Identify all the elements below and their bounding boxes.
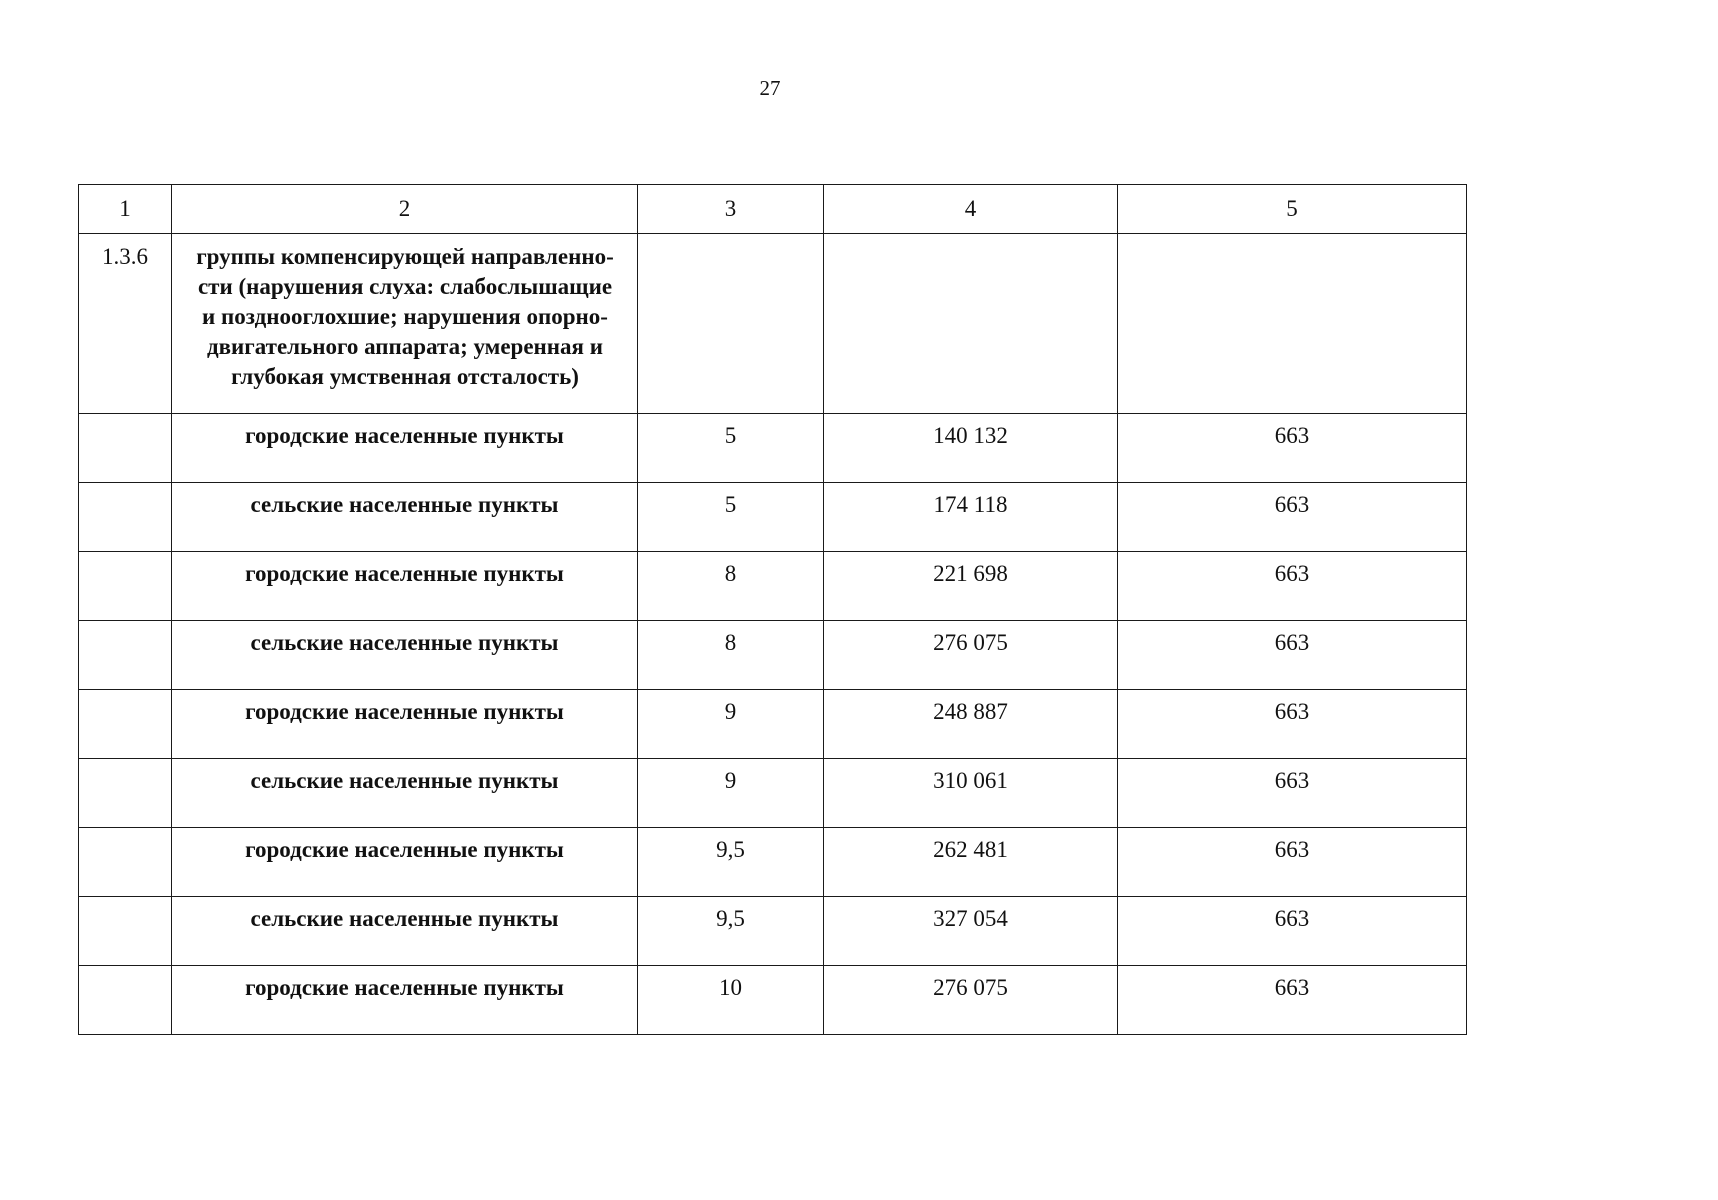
column-number: 1 xyxy=(79,185,172,234)
col4-value: 248 887 xyxy=(824,690,1118,759)
col3-value: 5 xyxy=(638,414,824,483)
column-number: 2 xyxy=(172,185,638,234)
section-description-line: сти (нарушения слуха: слабослышащие xyxy=(197,274,613,299)
col3-value: 8 xyxy=(638,621,824,690)
row-number-cell xyxy=(79,483,172,552)
empty-cell xyxy=(824,234,1118,414)
col3-value: 9,5 xyxy=(638,828,824,897)
col5-value: 663 xyxy=(1118,897,1467,966)
col4-value: 140 132 xyxy=(824,414,1118,483)
settlement-type: городские населенные пункты xyxy=(172,828,638,897)
page-number: 27 xyxy=(759,76,781,100)
col4-value: 276 075 xyxy=(824,621,1118,690)
col3-value: 5 xyxy=(638,483,824,552)
table-row xyxy=(79,690,1467,759)
section-description-line: глубокая умственная отсталость) xyxy=(231,364,579,389)
col4-value: 174 118 xyxy=(824,483,1118,552)
table-row xyxy=(79,483,1467,552)
col4-value: 221 698 xyxy=(824,552,1118,621)
settlement-type: сельские населенные пункты xyxy=(172,483,638,552)
col4-value: 310 061 xyxy=(824,759,1118,828)
row-number-cell xyxy=(79,966,172,1035)
row-number-cell xyxy=(79,690,172,759)
section-description xyxy=(172,234,638,414)
col5-value: 663 xyxy=(1118,414,1467,483)
settlement-type: городские населенные пункты xyxy=(172,552,638,621)
row-number-cell xyxy=(79,552,172,621)
section-number: 1.3.6 xyxy=(79,234,172,414)
empty-cell xyxy=(1118,234,1467,414)
col5-value: 663 xyxy=(1118,483,1467,552)
col3-value: 8 xyxy=(638,552,824,621)
table-row xyxy=(79,828,1467,897)
col5-value: 663 xyxy=(1118,759,1467,828)
column-number: 3 xyxy=(638,185,824,234)
col3-value: 9 xyxy=(638,690,824,759)
table-row xyxy=(79,552,1467,621)
settlement-type: городские населенные пункты xyxy=(172,690,638,759)
column-number: 5 xyxy=(1118,185,1467,234)
settlement-type: сельские населенные пункты xyxy=(172,759,638,828)
section-description-line: группы компенсирующей направленно- xyxy=(196,244,614,269)
section-description-line: и позднооглохшие; нарушения опорно- xyxy=(202,304,608,329)
row-number-cell xyxy=(79,759,172,828)
section-description-line: двигательного аппарата; умеренная и xyxy=(206,334,603,359)
settlement-type: городские населенные пункты xyxy=(172,966,638,1035)
col5-value: 663 xyxy=(1118,828,1467,897)
row-number-cell xyxy=(79,897,172,966)
column-number-row xyxy=(79,185,1467,234)
col5-value: 663 xyxy=(1118,552,1467,621)
col5-value: 663 xyxy=(1118,966,1467,1035)
col4-value: 276 075 xyxy=(824,966,1118,1035)
row-number-cell xyxy=(79,828,172,897)
settlement-type: сельские населенные пункты xyxy=(172,621,638,690)
data-table xyxy=(78,184,1467,1035)
col4-value: 327 054 xyxy=(824,897,1118,966)
col4-value: 262 481 xyxy=(824,828,1118,897)
col3-value: 9,5 xyxy=(638,897,824,966)
col5-value: 663 xyxy=(1118,690,1467,759)
row-number-cell xyxy=(79,621,172,690)
table-row xyxy=(79,966,1467,1035)
table-row xyxy=(79,621,1467,690)
row-number-cell xyxy=(79,414,172,483)
section-row xyxy=(79,234,1467,414)
settlement-type: городские населенные пункты xyxy=(172,414,638,483)
col3-value: 10 xyxy=(638,966,824,1035)
column-number: 4 xyxy=(824,185,1118,234)
table-row xyxy=(79,897,1467,966)
table-row xyxy=(79,414,1467,483)
empty-cell xyxy=(638,234,824,414)
settlement-type: сельские населенные пункты xyxy=(172,897,638,966)
table-row xyxy=(79,759,1467,828)
col5-value: 663 xyxy=(1118,621,1467,690)
col3-value: 9 xyxy=(638,759,824,828)
